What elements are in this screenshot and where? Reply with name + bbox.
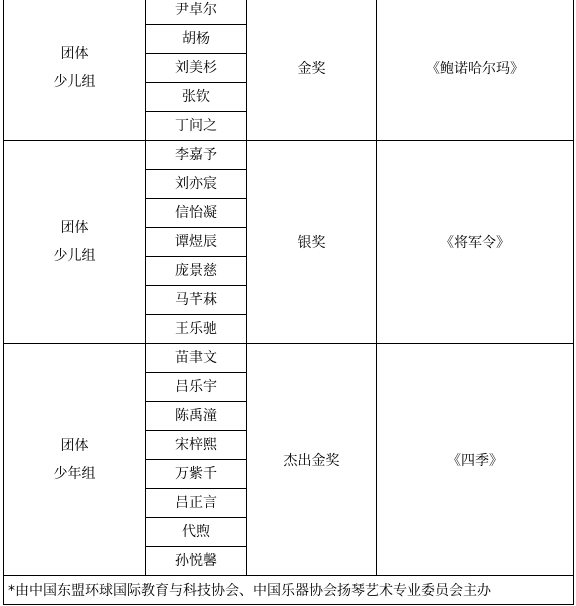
group-cell xyxy=(4,0,146,141)
member-name: 王乐驰 xyxy=(146,315,247,344)
member-name: 吕乐宇 xyxy=(146,373,247,402)
member-name: 陈禹潼 xyxy=(146,402,247,431)
member-name: 张钦 xyxy=(146,83,247,112)
group-label-line: 团体 xyxy=(60,437,89,454)
table-row xyxy=(4,576,574,605)
award-cell: 银奖 xyxy=(247,141,377,344)
award-cell: 金奖 xyxy=(247,0,377,141)
piece-cell: 《鲍诺哈尔玛》 xyxy=(377,0,574,141)
member-name: 刘亦宸 xyxy=(146,170,247,199)
group-cell xyxy=(4,344,146,576)
member-name: 马芊菻 xyxy=(146,286,247,315)
footnote: *由中国东盟环球国际教育与科技协会、中国乐器协会扬琴艺术专业委员会主办 xyxy=(4,576,574,605)
member-name: 庞景慈 xyxy=(146,257,247,286)
member-name: 万紫千 xyxy=(146,460,247,489)
member-name: 宋梓熙 xyxy=(146,431,247,460)
table-row xyxy=(4,141,574,170)
member-name: 吕正言 xyxy=(146,489,247,518)
group-label-line: 少年组 xyxy=(53,465,96,482)
member-name: 丁问之 xyxy=(146,112,247,141)
award-cell: 杰出金奖 xyxy=(247,344,377,576)
group-label-line: 少儿组 xyxy=(53,74,96,90)
member-name: 孙悦馨 xyxy=(146,547,247,576)
awards-table xyxy=(3,0,574,605)
member-name: 苗聿文 xyxy=(146,344,247,373)
member-name: 谭煜辰 xyxy=(146,228,247,257)
table-row xyxy=(4,0,574,25)
piece-cell: 《四季》 xyxy=(377,344,574,576)
member-name: 胡杨 xyxy=(146,25,247,54)
member-name: 代煦 xyxy=(146,518,247,547)
group-label-line: 团体 xyxy=(60,46,89,62)
group-cell xyxy=(4,141,146,344)
table-row xyxy=(4,344,574,373)
member-name: 李嘉予 xyxy=(146,141,247,170)
group-label-line: 少儿组 xyxy=(53,248,96,264)
group-label-line: 团体 xyxy=(60,220,89,236)
piece-cell: 《将军令》 xyxy=(377,141,574,344)
member-name: 刘美杉 xyxy=(146,54,247,83)
member-name: 尹卓尔 xyxy=(146,0,247,25)
member-name: 信怡凝 xyxy=(146,199,247,228)
